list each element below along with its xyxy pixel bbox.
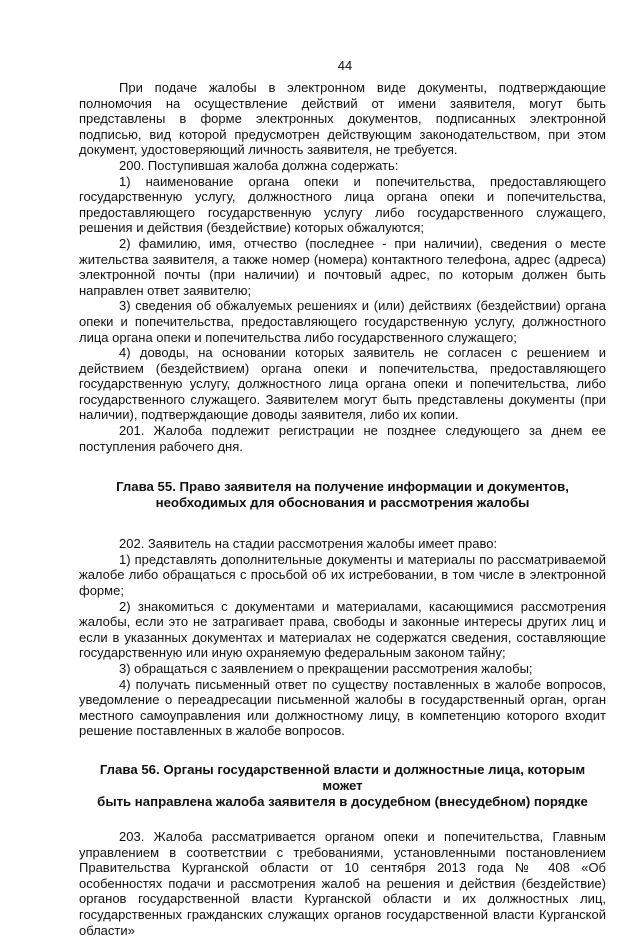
paragraph: 2) знакомиться с документами и материалами, касающимися рассмотрения жалобы, если это не затрагивает права, свободы и законные интересы других лиц и если в указанных документах и материалах не содержатся сведения, составляющие государственную или иную охраняемую федеральным законом тайну;: [79, 598, 606, 661]
paragraph: 1) представлять дополнительные документы и материалы по рассматриваемой жалобе либо обращаться с просьбой об их истребовании, в том числе в электронной форме;: [79, 551, 606, 599]
paragraph: 4) получать письменный ответ по существу поставленных в жалобе вопросов, уведомление о переадресации письменной жалобы в государственный орган, орган местного самоуправления или должностному лицу, в компетенцию которого входит решение поставленных в жалобе вопросов.: [79, 676, 606, 739]
paragraph: 3) обращаться с заявлением о прекращении рассмотрения жалобы;: [119, 661, 533, 676]
paragraph: 3) сведения об обжалуемых решениях и (или) действиях (бездействии) органа опеки и попечительства, предоставляющего государственную услугу, должностного лица органа опеки и попечительства либо государственного служащего;: [79, 298, 606, 345]
paragraph: 201. Жалоба подлежит регистрации не позднее следующего за днем ее поступления рабочего дня.: [79, 423, 606, 454]
paragraph: При подаче жалобы в электронном виде документы, подтверждающие полномочия на осуществление действий от имени заявителя, могут быть представлены в форме электронных документов, подписанных электронной подписью, вид которой предусмотрен действующим законодательством, при этом документ, удостоверяющий личность заявителя, не требуется.: [79, 80, 606, 158]
chapter-heading-line: необходимых для обоснования и рассмотрения жалобы: [155, 495, 530, 511]
chapter-heading: [79, 762, 606, 810]
chapter-heading-line: Глава 55. Право заявителя на получение информации и документов,: [116, 479, 569, 495]
paragraph: 2) фамилию, имя, отчество (последнее - при наличии), сведения о месте жительства заявителя, а также номер (номера) контактного телефона, адрес (адреса) электронной почты (при наличии) и почтовый адрес, по которым должен быть направлен ответ заявителю;: [79, 235, 606, 298]
paragraph: 203. Жалоба рассматривается органом опеки и попечительства, Главным управлением в соответствии с требованиями, установленными постановлением Правительства Курганской области от 10 сентября 2013 года № 408 «Об особенностях подачи и рассмотрения жалоб на решения и действия (бездействие) органов государственной власти Курганской области и их должностных лиц, государственных гражданских служащих органов государственной власти Курганской области»: [79, 828, 606, 938]
chapter-heading-line: Глава 56. Органы государственной власти и должностные лица, которым может: [99, 761, 586, 793]
paragraph: 1) наименование органа опеки и попечительства, предоставляющего государственную услугу, должностного лица органа опеки и попечительства, предоставляющего государственную услугу либо государственного служащего, решения и действия (бездействие) которых обжалуются;: [79, 173, 606, 236]
paragraph: 200. Поступившая жалоба должна содержать:: [119, 157, 399, 173]
paragraph: 202. Заявитель на стадии рассмотрения жалобы имеет право:: [119, 536, 498, 552]
document-body: [79, 80, 606, 938]
paragraph: 4) доводы, на основании которых заявитель не согласен с решением и действием (бездействием) органа опеки и попечительства, предоставляющего государственную услугу, должностного лица органа опеки и попечительства, либо государственного служащего. Заявителем могут быть представлены документы (при наличии), подтверждающие доводы заявителя, либо их копии.: [79, 345, 606, 423]
chapter-heading-line: быть направлена жалоба заявителя в досудебном (внесудебном) порядке: [97, 793, 588, 809]
chapter-heading: [79, 479, 606, 511]
page-number: 44: [337, 58, 353, 73]
